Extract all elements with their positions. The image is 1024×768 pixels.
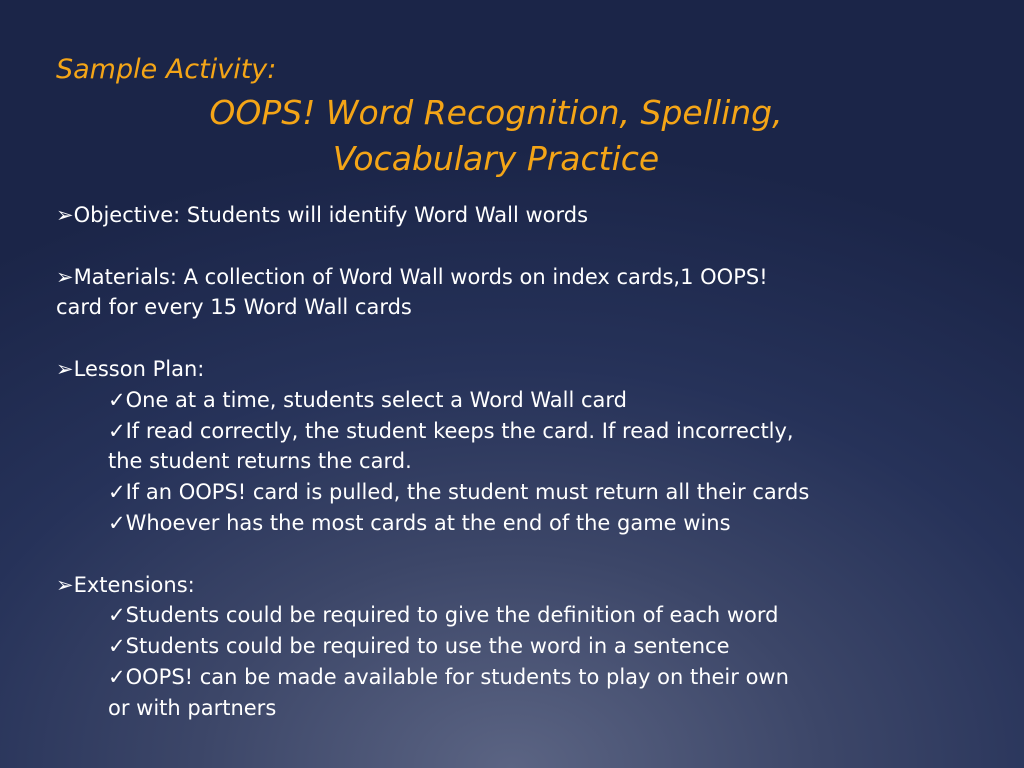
lesson-item-4-text: Whoever has the most cards at the end of the game wins xyxy=(125,510,731,535)
checkmark-icon: ✓ xyxy=(108,418,126,443)
objective-text: Objective: Students will identify Word Wall words xyxy=(73,203,589,227)
slide-body xyxy=(56,200,956,724)
extension-item-2 xyxy=(56,631,956,662)
lesson-item-2-text-line2: the student returns the card. xyxy=(108,449,412,474)
spacer xyxy=(56,231,956,262)
checkmark-icon: ✓ xyxy=(108,634,126,659)
spacer xyxy=(56,323,956,354)
title-line-main-2: Vocabulary Practice xyxy=(332,139,660,178)
checkmark-icon: ✓ xyxy=(108,664,126,689)
lesson-item-1-text: One at a time, students select a Word Wall card xyxy=(125,387,627,412)
arrow-bullet-icon: ➢ xyxy=(56,203,74,227)
arrow-bullet-icon: ➢ xyxy=(56,572,74,597)
lesson-item-1 xyxy=(56,385,956,416)
lesson-item-3 xyxy=(56,477,956,508)
lesson-plan-heading xyxy=(56,354,956,385)
spacer xyxy=(56,539,956,570)
lesson-item-3-text: If an OOPS! card is pulled, the student must return all their cards xyxy=(125,480,810,505)
extension-item-1 xyxy=(56,600,956,631)
lesson-item-2-text-line1: If read correctly, the student keeps the card. If read incorrectly, xyxy=(125,418,794,443)
materials-text-line2: card for every 15 Word Wall cards xyxy=(56,295,412,320)
checkmark-icon: ✓ xyxy=(108,603,126,628)
extension-item-1-text: Students could be required to give the definition of each word xyxy=(125,603,779,628)
objective-item xyxy=(56,200,956,231)
lesson-item-4 xyxy=(56,508,956,539)
lesson-item-2 xyxy=(56,416,956,447)
title-line-main-1: OOPS! Word Recognition, Spelling, xyxy=(209,93,783,132)
arrow-bullet-icon: ➢ xyxy=(56,356,74,381)
checkmark-icon: ✓ xyxy=(108,387,126,412)
extension-item-3-text-line2: or with partners xyxy=(108,695,277,720)
title-line-sample-activity: Sample Activity: xyxy=(56,54,277,85)
extension-item-3 xyxy=(56,662,956,693)
extension-item-3-text-line1: OOPS! can be made available for students to play on their own xyxy=(125,664,789,689)
checkmark-icon: ✓ xyxy=(108,480,126,505)
materials-text-line1: Materials: A collection of Word Wall words on index cards,1 OOPS! xyxy=(73,264,768,289)
slide-title xyxy=(56,50,956,182)
extension-item-2-text: Students could be required to use the word in a sentence xyxy=(125,634,730,659)
materials-item xyxy=(56,262,956,293)
checkmark-icon: ✓ xyxy=(108,510,126,535)
arrow-bullet-icon: ➢ xyxy=(56,264,74,289)
extensions-heading xyxy=(56,570,956,601)
lesson-plan-heading-text: Lesson Plan: xyxy=(73,356,205,381)
extensions-heading-text: Extensions: xyxy=(73,572,195,597)
